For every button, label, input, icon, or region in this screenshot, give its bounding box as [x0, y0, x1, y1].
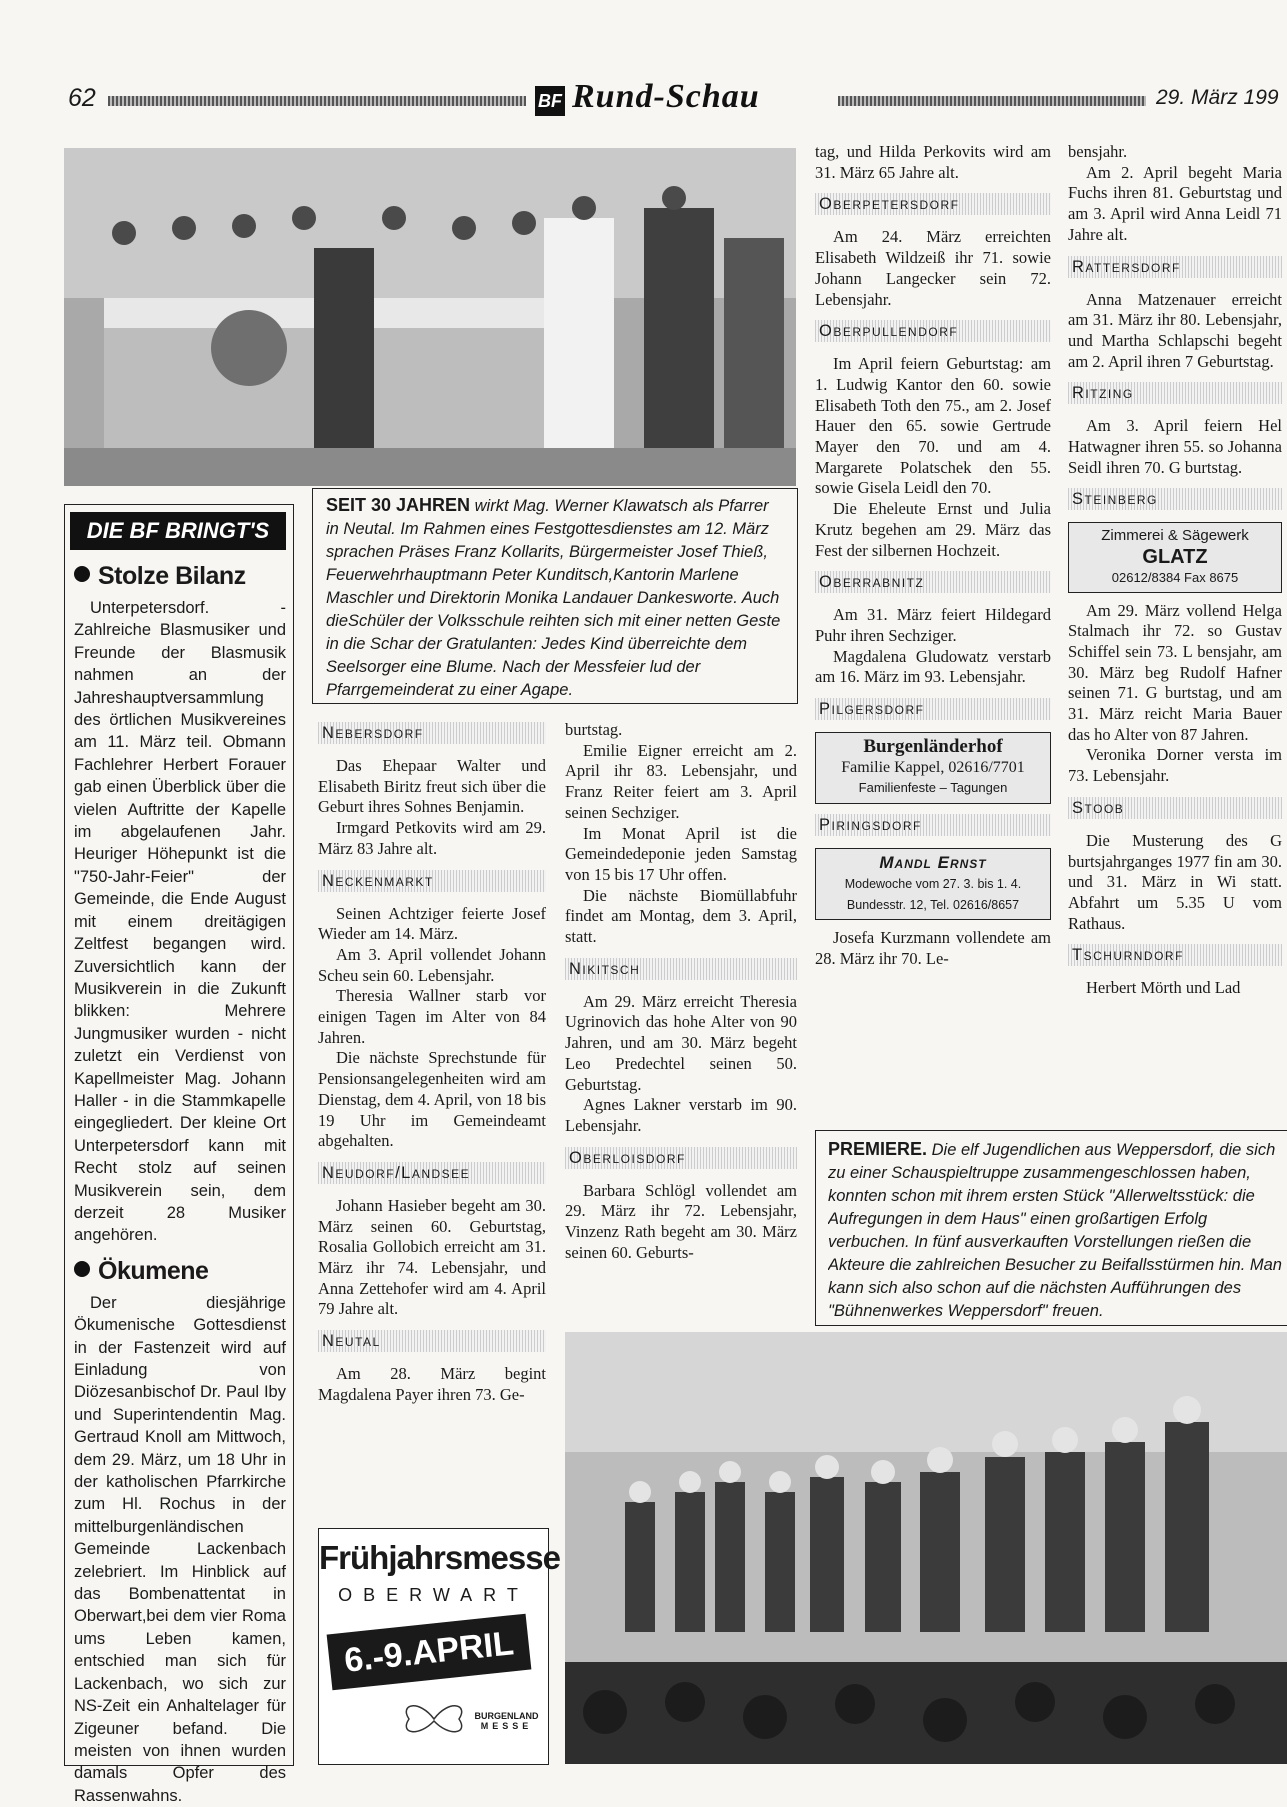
heading-nebersdorf: Nebersdorf	[318, 722, 546, 744]
heading-neckenmarkt: Neckenmarkt	[318, 870, 546, 892]
messe-dates: 6.-9.APRIL	[327, 1614, 532, 1691]
heading-tschurndorf: Tschurndorf	[1068, 944, 1282, 966]
bf-logo: BF	[535, 86, 565, 116]
church-photo	[64, 148, 796, 486]
heading-ritzing: Ritzing	[1068, 382, 1282, 404]
ad-fruehjahrsmesse	[318, 1528, 560, 1765]
heading-stoob: Stoob	[1068, 797, 1282, 819]
heading-oberpetersdorf: Oberpetersdorf	[815, 193, 1051, 215]
sidebar-content	[74, 562, 286, 1807]
issue-date: 29. März 199	[1156, 86, 1279, 109]
caption-lead: PREMIERE.	[828, 1139, 928, 1159]
heading-rattersdorf: Rattersdorf	[1068, 256, 1282, 278]
messe-city: OBERWART	[338, 1585, 529, 1605]
heading-oberrabnitz: Oberrabnitz	[815, 571, 1051, 593]
header-rule-right	[838, 96, 1146, 106]
ad-mandl-ernst: Mandl Ernst Modewoche vom 27. 3. bis 1. 4. Bundesstr. 12, Tel. 02616/8657	[815, 848, 1051, 920]
column-3: tag, und Hilda Perkovits wird am 31. März 65 Jahre alt. Oberpetersdorf Am 24. März erreichten Elisabeth Wildzeiß ihr 71. sowie Johann Langecker sein 72. Lebensjahr. Oberpullendorf Im April feiern Geburtstag: am 1. Ludwig Kantor den 60. sowie Elisabeth Toth den 75., am 2. Josef Hauer den 65. sowie Gertrude Mayer den 70. und am 4. Margarete Polatschek den 55. sowie Gisela Leidl den 70. Die Eheleute Ernst und Julia Krutz begehen am 29. März das Fest der silbernen Hochzeit. Oberrabnitz Am 31. März feiert Hildegard Puhr ihren Sechziger. Magdalena Gludowatz verstarb am 16. März im 93. Lebensjahr. Pilgersdorf Burgenländerhof Familie Kappel, 02616/7701 Familienfeste – Tagungen Piringsdorf Mandl Ernst Modewoche vom 27. 3. bis 1. 4. Bundesstr. 12, Tel. 02616/8657 Josefa Kurzmann vollendete am 28. März ihr 70. Le-	[815, 142, 1051, 968]
heading-oberloisdorf: Oberloisdorf	[565, 1147, 797, 1169]
section-title: Rund-Schau	[572, 78, 760, 115]
messe-title: Frühjahrsmesse	[319, 1539, 560, 1576]
ad-burgenlaenderhof: Burgenländerhof Familie Kappel, 02616/7701 Familienfeste – Tagungen	[815, 732, 1051, 804]
heading-neudorf-landsee: Neudorf/Landsee	[318, 1162, 546, 1184]
bullet-icon	[74, 1261, 90, 1277]
story-text-oekumene: Der diesjährige Ökumenische Gottesdienst in der Fastenzeit wird auf Einladung von Diözesanbischof Dr. Paul Iby und Superintendentin Mag. Gertraud Knoll am Mittwoch, dem 29. März, um 18 Uhr in der katholischen Pfarrkirche zum Hl. Rochus in der mittelburgenländischen Gemeinde Lackenbach zelebriert. Im Hinblick auf das Bombenattentat in Oberwart,bei dem vier Roma ums Leben kamen, entschied man sich für Lackenbach, wo sich zur NS-Zeit ein Anhaltelager für Zigeuner befand. Die meisten von ihnen wurden damals Opfer des Rassenwahns.	[74, 1293, 286, 1805]
theatre-photo	[565, 1332, 1287, 1764]
heading-neutal: Neutal	[318, 1330, 546, 1352]
column-2: burtstag. Emilie Eigner erreicht am 2. April ihr 83. Lebensjahr, und Franz Reiter feiert am 3. April seinen Sechziger. Im Monat April ist die Gemeindedeponie jeden Samstag von 15 bis 17 Uhr offen. Die nächste Biomüllabfuhr findet am Montag, dem 3. April, statt. Nikitsch Am 29. März erreicht Theresia Ugrinovich das hohe Alter von 90 Jahren, und am 30. März begeht Leo Predechtel seinen 50. Geburtstag. Agnes Lakner verstarb im 90. Lebensjahr. Oberloisdorf Barbara Schlögl vollendet am 29. März ihr 72. Lebensjahr, Vinzenz Rath begeht am 30. März seinen 60. Geburts-	[565, 720, 797, 1262]
bullet-icon	[74, 566, 90, 582]
ad-glatz: Zimmerei & Sägewerk GLATZ 02612/8384 Fax 8675	[1068, 522, 1282, 592]
story-heading-oekumene: Ökumene	[74, 1257, 286, 1286]
caption-church: SEIT 30 JAHREN wirkt Mag. Werner Klawatsch als Pfarrer in Neutal. Im Rahmen eines Festgottesdienstes am 12. März sprachen Präses Franz Kollarits, Bürgermeister Josef Thieß, Feuerwehrhauptmann Peter Kunditsch,Kantorin Marlene Maschler und Direktorin Monika Landauer Dankesworte. Auch dieSchüler der Volksschule reihten sich mit einer netten Geste in die Schar der Gratulanten: Jedes Kind überreichte dem Seelsorger eine Blume. Nach der Messfeier lud der Pfarrgemeinderat zu einer Agape.	[326, 495, 781, 699]
header-rule-left	[108, 96, 526, 106]
story-heading-stolze-bilanz: Stolze Bilanz	[74, 562, 286, 591]
caption-lead: SEIT 30 JAHREN	[326, 495, 471, 515]
sidebar-title: DIE BF BRINGT'S	[70, 512, 286, 550]
heading-pilgersdorf: Pilgersdorf	[815, 698, 1051, 720]
butterfly-icon	[399, 1699, 469, 1739]
page-number: 62	[68, 84, 96, 112]
column-4: bensjahr. Am 2. April begeht Maria Fuchs ihren 81. Geburtstag und am 3. April wird Anna Leidl 71 Jahre alt. Rattersdorf Anna Matzenauer erreicht am 31. März ihr 80. Lebensjahr, und Martha Schlapschi begeht am 2. April ihren 7 Geburtstag. Ritzing Am 3. April feiern Hel Hatwagner ihren 55. so Johanna Seidl ihren 70. G burtstag. Steinberg Zimmerei & Sägewerk GLATZ 02612/8384 Fax 8675 Am 29. März vollend Helga Stalmach ihr 72. so Gustav Schiffel sein 73. L bensjahr, am 30. März beg Rudolf Hafner seinen 71. G burtstag, und am 31. März reicht Maria Bauer das ho Alter von 87 Jahren. Veronika Dorner versta im 73. Lebensjahr. Stoob Die Musterung des G burtsjahrganges 1977 fin am 30. und 31. März in Wi statt. Abfahrt um 5.35 U vom Rathaus. Tschurndorf Herbert Mörth und Lad	[1068, 142, 1282, 998]
column-1: Nebersdorf Das Ehepaar Walter und Elisabeth Biritz freut sich über die Geburt ihres Sohnes Benjamin. Irmgard Petkovits wird am 29. März 83 Jahre alt. Neckenmarkt Seinen Achtziger feierte Josef Wieder am 14. März. Am 3. April vollendet Johann Scheu sein 60. Lebensjahr. Theresia Wallner starb vor einigen Tagen im Alter von 84 Jahren. Die nächste Sprechstunde für Pensionsangelegenheiten wird am Dienstag, dem 4. April, von 18 bis 19 Uhr im Gemeindeamt abgehalten. Neudorf/Landsee Johann Hasieber begeht am 30. März seinen 60. Geburtstag, Rosalia Gollobich erreicht am 31. März ihr 74. Lebensjahr, und Anna Zettehofer wird am 4. April 79 Jahre alt. Neutal Am 28. März begint Magdalena Payer ihren 73. Ge-	[318, 724, 546, 1404]
heading-steinberg: Steinberg	[1068, 488, 1282, 510]
caption-premiere: PREMIERE. Die elf Jugendlichen aus Weppersdorf, die sich zu einer Schauspieltruppe zusammengeschlossen haben, konnten schon mit ihrem ersten Stück "Allerweltsstück: die Aufregungen in dem Haus" einen großartigen Erfolg verbuchen. In fünf ausverkauften Vorstellungen rießen die Akteure die zahlreichen Besucher zu Beifallsstürmen hin. Man kann sich also schon auf die nächsten Aufführungen des "Bühnenwerkes Weppersdorf" freuen.	[828, 1139, 1282, 1320]
heading-piringsdorf: Piringsdorf	[815, 814, 1051, 836]
heading-oberpullendorf: Oberpullendorf	[815, 320, 1051, 342]
heading-nikitsch: Nikitsch	[565, 958, 797, 980]
story-text-stolze-bilanz: Unterpetersdorf. - Zahlreiche Blasmusiker und Freunde der Blasmusik nahmen an der Jahreshauptversammlung des örtlichen Musikvereines am 11. März teil. Obmann Fachlehrer Herbert Forauer gab einen Überblick über die vielen Auftritte der Kapelle im abgelaufenen Jahr. Heuriger Höhepunkt ist die "750-Jahr-Feier" der Gemeinde, die Ende August mit einem dreitägigen Zeltfest begangen wird. Zuversichtlich kann der Musikverein in die Zukunft blikken: Mehrere Jungmusiker wurden - nicht zuletzt ein Verdienst von Kapellmeister Mag. Johann Haller - in die Stammkapelle eingegliedert. Der kleine Ort Unterpetersdorf kann mit Recht stolz auf seinen Musikverein sein, dem derzeit 28 Musiker angehören.	[74, 599, 286, 1245]
messe-brand: BURGENLAND MESSE	[474, 1711, 539, 1731]
